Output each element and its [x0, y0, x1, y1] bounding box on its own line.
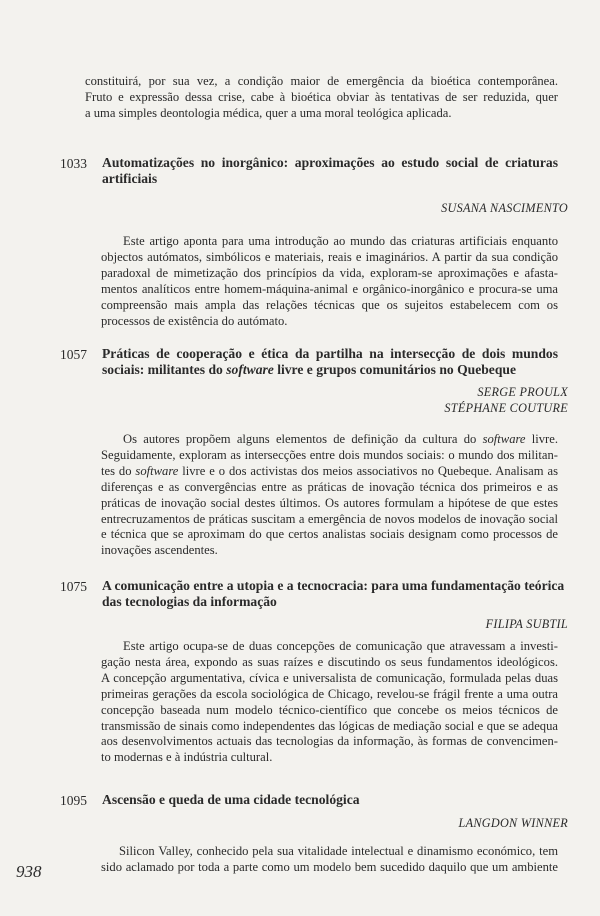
entry-page-number: 1033 — [60, 156, 87, 171]
text-line — [101, 432, 558, 448]
title-line: artificiais — [102, 171, 158, 186]
text-line: transmissão de sinais como independentes das lógicas de mediação social e que se adequa — [101, 718, 558, 733]
text-line: Seguidamente, exploram as intersecções entre dois mundos sociais: o mundo dos militan- — [101, 447, 558, 462]
text-line: diferenças e as convergências entre as práticas de inovação técnica dos primeiros e as — [101, 479, 558, 494]
title-part: livre e grupos comunitários no Quebeque — [273, 362, 516, 377]
text-line: entrecruzamentos de práticas suscitam a emergência de novos modelos de inovação social — [101, 511, 558, 526]
title-line: A comunicação entre a utopia e a tecnocracia: para uma fundamentação teórica — [102, 578, 565, 593]
entry-title — [102, 792, 558, 808]
entry-title — [102, 346, 558, 378]
text-line: inovações ascendentes. — [101, 543, 218, 558]
text-line: Este artigo aponta para uma introdução ao mundo das criaturas artificiais enquanto — [123, 234, 558, 248]
title-line: Práticas de cooperação e ética da partilha na intersecção de dois mundos — [102, 346, 558, 361]
entry-author — [441, 200, 568, 216]
page-number: 938 — [16, 862, 42, 881]
entry-authors — [444, 384, 568, 416]
author-name: LANGDON WINNER — [458, 816, 568, 830]
text-part: Os autores propõem alguns elementos de definição da cultura do — [123, 432, 483, 446]
title-line: Ascensão e queda de uma cidade tecnológica — [102, 792, 360, 807]
text-italic: software — [135, 463, 179, 478]
text-line: práticas de inovação social destes últimos. Os autores formulam a hipótese de que estes — [101, 495, 558, 510]
entry-page-number: 1095 — [60, 793, 87, 808]
text-line: mentos analíticos entre homem-máquina-animal e orgânico-inorgânico e procura-se uma — [101, 281, 558, 296]
title-italic-software: software — [226, 362, 274, 377]
entry-abstract — [101, 432, 558, 559]
text-line: a uma simples deontologia médica, quer a uma moral teológica aplicada. — [85, 105, 452, 120]
title-part: sociais: militantes do — [102, 362, 227, 377]
text-line: gação nesta área, expondo as suas raízes e discutindo os seus fundamentos ideológicos. — [101, 654, 558, 669]
text-line: Fruto e expressão dessa crise, cabe à bioética obviar às tentativas de ser reduzida, quer — [85, 89, 558, 104]
entry-title — [102, 155, 558, 187]
text-line: Silicon Valley, conhecido pela sua vitalidade intelectual e dinamismo económico, tem — [119, 844, 558, 858]
text-line — [101, 464, 558, 480]
text-part: livre e o dos activistas dos meios associativos no Quebeque. Analisam as — [178, 463, 558, 478]
entry-title — [102, 578, 565, 610]
text-line: objectos autómatos, simbólicos e materiais, reais e imaginários. A partir da sua condição — [101, 249, 558, 264]
title-line: das tecnologias da informação — [102, 594, 277, 609]
title-line — [102, 362, 558, 378]
entry-page-number: 1057 — [60, 347, 87, 362]
author-name: STÉPHANE COUTURE — [444, 401, 568, 415]
text-line: to modernas e à indústria cultural. — [101, 750, 273, 765]
author-name: SUSANA NASCIMENTO — [441, 201, 568, 215]
text-line: aos desenvolvimentos actuais das tecnologias da informação, às formas de convencimen- — [101, 734, 558, 749]
text-line: Este artigo ocupa-se de duas concepções de comunicação que atravessam a investi- — [123, 639, 558, 653]
text-part: livre. — [525, 432, 558, 446]
entry-page-number: 1075 — [60, 579, 87, 594]
author-name: FILIPA SUBTIL — [485, 617, 568, 631]
intro-paragraph — [85, 74, 558, 122]
text-line: concepção baseada num modelo técnico-científico que concebe os meios técnicos de — [101, 702, 558, 717]
entry-author — [486, 616, 568, 632]
text-line: A concepção argumentativa, cívica e universalista de comunicação, formulada pelas duas — [101, 670, 558, 685]
text-line: e técnica que se aproximam do que certos analistas sociais designam como processos de — [101, 527, 558, 542]
text-line: constituirá, por sua vez, a condição maior de emergência da bioética contemporânea. — [85, 74, 558, 88]
text-line: compreensão mais ampla das relações técnicas que os sujeitos estabelecem com os — [101, 297, 558, 312]
text-line: primeiras gerações da escola sociológica de Chicago, revelou-se frágil frente a uma outra — [101, 686, 558, 701]
entry-abstract — [101, 234, 558, 329]
text-line: paradoxal de mimetização dos princípios da vida, exploram-se aproximações e afasta- — [101, 265, 558, 280]
entry-abstract — [101, 639, 558, 766]
entry-abstract — [101, 844, 558, 876]
text-part: tes do — [101, 463, 136, 478]
text-line: sido aclamado por toda a parte como um modelo bem sucedido daquilo que um ambiente — [101, 859, 558, 874]
text-italic: software — [482, 432, 526, 446]
entry-author — [459, 815, 569, 831]
author-name: SERGE PROULX — [477, 385, 568, 399]
title-line: Automatizações no inorgânico: aproximações ao estudo social de criaturas — [102, 155, 558, 170]
text-line: processos de existência do autómato. — [101, 313, 288, 328]
